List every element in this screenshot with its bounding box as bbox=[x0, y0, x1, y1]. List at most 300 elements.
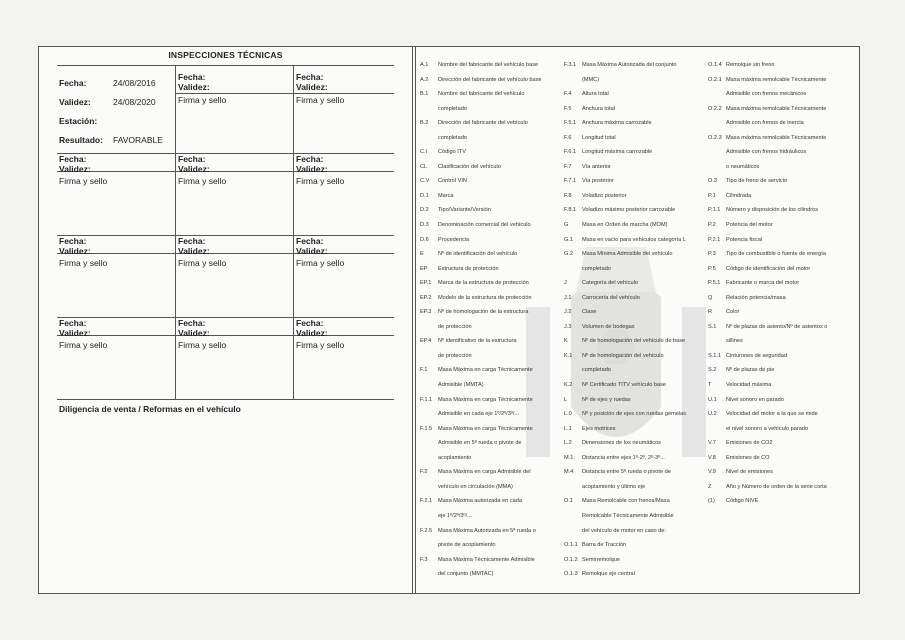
legend-code: Z bbox=[708, 483, 712, 490]
legend-row bbox=[420, 233, 542, 248]
legend-text: Vía posterior bbox=[582, 178, 614, 185]
legend-code: O.1.2 bbox=[564, 556, 578, 563]
legend-text: Nombre del fabricante del vehículo base bbox=[438, 62, 539, 68]
legend-text: Nivel sonoro en parado bbox=[726, 396, 784, 403]
resultado-label: Resultado: bbox=[59, 135, 103, 145]
legend-row bbox=[420, 87, 542, 102]
legend-row bbox=[564, 553, 686, 568]
firma-label: Firma y sello bbox=[59, 258, 108, 268]
legend-text: del vehículo de motor en caso de: bbox=[582, 527, 666, 534]
legend-text: Categoría del vehículo bbox=[582, 280, 638, 287]
legend-row bbox=[420, 160, 542, 175]
legend-code: F.2 bbox=[420, 469, 428, 476]
legend-text: Emisiones de CO bbox=[726, 454, 770, 461]
legend-code: O.2.3 bbox=[708, 134, 722, 141]
legend-text: Longitud total bbox=[582, 134, 616, 141]
legend-text: Remolque eje central bbox=[582, 571, 635, 578]
legend-row bbox=[420, 334, 542, 349]
legend-text: Masa máxima remolcable Técnicamente bbox=[726, 76, 827, 83]
legend-code: J bbox=[564, 280, 567, 287]
legend-row bbox=[420, 567, 542, 582]
legend-row bbox=[708, 480, 827, 495]
inspection-card bbox=[38, 46, 860, 594]
legend-row bbox=[708, 422, 827, 437]
legend-row bbox=[564, 102, 686, 117]
legend-code: F.1.5 bbox=[420, 425, 433, 432]
legend-text: Nº de plazas de pie bbox=[726, 367, 775, 374]
legend-code: V.9 bbox=[708, 469, 716, 476]
legend-text: Emisiones de CO2 bbox=[726, 440, 773, 447]
legend-row bbox=[564, 189, 686, 204]
legend-text: Altura total bbox=[582, 91, 609, 98]
legend-row bbox=[708, 116, 827, 131]
validez-label: Validez: bbox=[296, 328, 328, 338]
legend-code: M.4 bbox=[564, 469, 574, 476]
legend-row bbox=[420, 451, 542, 466]
legend-row bbox=[420, 349, 542, 364]
legend-row bbox=[708, 189, 827, 204]
legend-code: M.1 bbox=[564, 454, 574, 461]
legend-code: D.1 bbox=[420, 192, 429, 199]
legend-text: Masa Remolcable con frenos/Masa bbox=[582, 498, 670, 505]
legend-text: Nº de ejes y ruedas bbox=[582, 396, 631, 403]
legend-row bbox=[420, 73, 542, 88]
legend-row bbox=[708, 247, 827, 262]
legend-row bbox=[708, 262, 827, 277]
legend-row bbox=[708, 465, 827, 480]
legend-text: Masa en vacío para vehículos categoría L bbox=[582, 236, 686, 243]
fecha-label: Fecha: bbox=[296, 154, 324, 164]
fecha-label: Fecha: bbox=[59, 78, 87, 88]
legend-text: Carrocería del vehículo bbox=[582, 294, 640, 301]
validez-label: Validez: bbox=[296, 246, 328, 256]
fecha-value: 24/08/2016 bbox=[113, 78, 156, 88]
legend-text: Anchura máxima carrozable bbox=[582, 120, 652, 127]
legend-text: Masa Máxima Autorizada del conjunto bbox=[582, 62, 677, 68]
legend-text: Potencia del motor bbox=[726, 222, 773, 229]
legend-row bbox=[708, 102, 827, 117]
legend-row bbox=[708, 87, 827, 102]
fecha-label: Fecha: bbox=[59, 154, 87, 164]
validez-label: Validez: bbox=[59, 246, 91, 256]
legend-row bbox=[564, 160, 686, 175]
fecha-label: Fecha: bbox=[296, 318, 324, 328]
legend-code: O.1.3 bbox=[564, 571, 578, 578]
fecha-label: Fecha: bbox=[178, 318, 206, 328]
legend-row bbox=[564, 480, 686, 495]
legend-code: B.2 bbox=[420, 120, 429, 127]
legend-code: C.V bbox=[420, 178, 430, 185]
legend-text: Masa máxima remolcable Técnicamente bbox=[726, 105, 827, 112]
legend-code: EP.2 bbox=[420, 294, 432, 301]
legend-code: F.7 bbox=[564, 163, 572, 170]
validez-label: Validez: bbox=[178, 246, 210, 256]
validez-label: Validez: bbox=[59, 164, 91, 174]
legend-text: Masa Máxima en carga Admisible del bbox=[438, 469, 531, 476]
legend-text: Año y Número de orden de la serie corta bbox=[726, 483, 827, 490]
legend-row bbox=[564, 524, 686, 539]
legend-row bbox=[564, 494, 686, 509]
legend-row bbox=[564, 145, 686, 160]
field-legend bbox=[415, 47, 860, 593]
legend-code: P.1.1 bbox=[708, 207, 721, 214]
legend-text: Potencia fiscal bbox=[726, 236, 763, 243]
legend-text: Velocidad máxima bbox=[726, 382, 772, 389]
legend-text: Procedencia bbox=[438, 236, 470, 243]
legend-row bbox=[564, 363, 686, 378]
legend-row bbox=[420, 291, 542, 306]
legend-row bbox=[708, 393, 827, 408]
legend-code: V.8 bbox=[708, 454, 716, 461]
legend-text: Nº Certificado TITV vehículo base bbox=[582, 382, 667, 389]
legend-row bbox=[564, 305, 686, 320]
legend-text: completado bbox=[438, 105, 467, 112]
legend-row bbox=[420, 262, 542, 277]
legend-column-2 bbox=[564, 58, 686, 582]
legend-text: completado bbox=[438, 134, 467, 141]
legend-code: EP bbox=[420, 265, 428, 272]
panel-title: INSPECCIONES TÉCNICAS bbox=[168, 50, 283, 60]
legend-text: Tipo de combustible o fuente de energía bbox=[726, 251, 826, 258]
legend-code: F.8 bbox=[564, 192, 572, 199]
legend-text: Nº de homologación del vehículo bbox=[582, 352, 664, 359]
legend-text: Admisible en cada eje 1º/2º/3º/... bbox=[438, 411, 520, 418]
legend-text: Código de identificación del motor bbox=[726, 265, 811, 272]
legend-text: eje 1º/2º/3º/... bbox=[438, 512, 472, 519]
legend-row bbox=[708, 334, 827, 349]
legend-text: Nombre del fabricante del vehículo bbox=[438, 91, 525, 98]
legend-text: Nº de identificación del vehículo bbox=[438, 251, 518, 258]
legend-row bbox=[708, 407, 827, 422]
legend-text: Masa Máxima en carga Técnicamente bbox=[438, 425, 533, 432]
legend-row bbox=[708, 73, 827, 88]
validez-label: Validez: bbox=[178, 328, 210, 338]
legend-text: Semirremolque bbox=[582, 556, 620, 563]
legend-code: P.5.1 bbox=[708, 280, 721, 287]
legend-code: EP.4 bbox=[420, 338, 432, 345]
legend-text: Color bbox=[726, 309, 740, 316]
legend-text: Tipo/Variante/Versión bbox=[438, 207, 491, 214]
legend-row bbox=[564, 116, 686, 131]
legend-column-1 bbox=[420, 58, 542, 582]
legend-row bbox=[708, 145, 827, 160]
validez-label: Validez: bbox=[59, 328, 91, 338]
legend-row bbox=[708, 436, 827, 451]
legend-row bbox=[564, 407, 686, 422]
fecha-label: Fecha: bbox=[296, 236, 324, 246]
legend-row bbox=[708, 203, 827, 218]
legend-row bbox=[708, 451, 827, 466]
legend-text: Dimensiones de los neumáticos bbox=[582, 440, 661, 447]
legend-code: J.3 bbox=[564, 323, 572, 330]
legend-code: A.1 bbox=[420, 62, 429, 68]
firma-label: Firma y sello bbox=[59, 340, 108, 350]
legend-row bbox=[708, 320, 827, 335]
firma-label: Firma y sello bbox=[296, 176, 345, 186]
legend-text: Estructura de protección bbox=[438, 265, 499, 272]
legend-code: L.2 bbox=[564, 440, 572, 447]
legend-row bbox=[564, 73, 686, 88]
legend-code: F.4 bbox=[564, 91, 572, 98]
grid-line bbox=[293, 65, 294, 399]
legend-code: CL bbox=[420, 163, 428, 170]
legend-code: F.2.1 bbox=[420, 498, 433, 505]
legend-row bbox=[708, 276, 827, 291]
legend-code: U.2 bbox=[708, 411, 717, 418]
legend-row bbox=[708, 291, 827, 306]
grid-line bbox=[175, 93, 394, 94]
firma-label: Firma y sello bbox=[178, 258, 227, 268]
legend-row bbox=[420, 102, 542, 117]
legend-text: Marca bbox=[438, 192, 454, 199]
legend-text: Ejes motrices bbox=[582, 425, 616, 432]
legend-code: F.6.1 bbox=[564, 149, 577, 156]
legend-row bbox=[564, 247, 686, 262]
firma-label: Firma y sello bbox=[178, 340, 227, 350]
legend-text: Longitud máxima carrozable bbox=[582, 149, 653, 156]
legend-text: Clase bbox=[582, 309, 597, 316]
legend-text: Cilindrada bbox=[726, 192, 752, 199]
fecha-label: Fecha: bbox=[178, 72, 206, 82]
fecha-label: Fecha: bbox=[178, 236, 206, 246]
legend-row bbox=[708, 349, 827, 364]
legend-text: Dirección del fabricante del vehículo base bbox=[438, 76, 542, 83]
legend-text: Masa Máxima en carga Técnicamente bbox=[438, 367, 533, 374]
legend-row bbox=[564, 320, 686, 335]
grid-line bbox=[57, 253, 394, 254]
legend-code: D.3 bbox=[420, 222, 429, 229]
legend-code: F.7.1 bbox=[564, 178, 577, 185]
legend-code: F.1.1 bbox=[420, 396, 433, 403]
validez-label: Validez: bbox=[296, 82, 328, 92]
legend-row bbox=[420, 247, 542, 262]
legend-code: O.1 bbox=[564, 498, 574, 505]
firma-label: Firma y sello bbox=[178, 95, 227, 105]
legend-row bbox=[564, 291, 686, 306]
legend-row bbox=[420, 116, 542, 131]
legend-row bbox=[564, 422, 686, 437]
legend-row bbox=[420, 465, 542, 480]
legend-code: F.2.5 bbox=[420, 527, 433, 534]
legend-row bbox=[420, 58, 542, 73]
legend-row bbox=[420, 553, 542, 568]
fecha-label: Fecha: bbox=[296, 72, 324, 82]
legend-row bbox=[564, 233, 686, 248]
grid-line bbox=[57, 235, 394, 236]
legend-row bbox=[564, 174, 686, 189]
legend-code: D.6 bbox=[420, 236, 429, 243]
legend-text: Masa Máxima Técnicamente Admisible bbox=[438, 556, 535, 563]
legend-code: F.5 bbox=[564, 105, 572, 112]
legend-text: Código NIVE bbox=[726, 498, 759, 505]
legend-code: EP.3 bbox=[420, 309, 432, 316]
legend-text: de protección bbox=[438, 323, 472, 330]
legend-row bbox=[420, 509, 542, 524]
legend-text: (MMC) bbox=[582, 76, 600, 83]
legend-code: G bbox=[564, 222, 569, 229]
legend-text: Admisible con frenos de inercia bbox=[726, 120, 804, 127]
legend-row bbox=[708, 131, 827, 146]
legend-row bbox=[564, 393, 686, 408]
legend-code: C.I bbox=[420, 149, 428, 156]
legend-text: Nº de plazas de asiento/Nº de asientos o bbox=[726, 323, 828, 330]
legend-code: R bbox=[708, 309, 713, 316]
legend-text: Admisible en 5ª rueda o pivote de bbox=[438, 440, 522, 447]
legend-text: Velocidad del motor a la que se mide bbox=[726, 411, 818, 418]
legend-text: o neumáticos bbox=[726, 163, 760, 170]
legend-text: Masa Máxima autorizada en cada bbox=[438, 498, 522, 505]
legend-column-3 bbox=[708, 58, 827, 509]
legend-row bbox=[708, 174, 827, 189]
legend-code: P.2 bbox=[708, 222, 716, 229]
legend-row bbox=[420, 145, 542, 160]
fecha-label: Fecha: bbox=[59, 318, 87, 328]
legend-code: P.5 bbox=[708, 265, 716, 272]
legend-code: J.2 bbox=[564, 309, 572, 316]
legend-row bbox=[564, 276, 686, 291]
legend-text: el nivel sonoro a vehículo parado bbox=[726, 425, 809, 432]
legend-text: Número y disposición de los cilindros bbox=[726, 207, 819, 214]
inspection-panel bbox=[39, 47, 413, 593]
legend-row bbox=[420, 407, 542, 422]
legend-text: Marca de la estructura de protección bbox=[438, 280, 529, 287]
legend-code: O.2.1 bbox=[708, 76, 722, 83]
grid-line bbox=[57, 171, 394, 172]
legend-code: U.1 bbox=[708, 396, 717, 403]
legend-code: L.0 bbox=[564, 411, 572, 418]
legend-code: F.6 bbox=[564, 134, 572, 141]
legend-code: F.5.1 bbox=[564, 120, 577, 127]
firma-label: Firma y sello bbox=[296, 95, 345, 105]
legend-row bbox=[564, 262, 686, 277]
legend-row bbox=[564, 538, 686, 553]
legend-text: Nº de homologación del vehículo de base bbox=[582, 338, 686, 345]
legend-row bbox=[564, 58, 686, 73]
fecha-label: Fecha: bbox=[178, 154, 206, 164]
resultado-value: FAVORABLE bbox=[113, 135, 163, 145]
legend-row bbox=[420, 393, 542, 408]
legend-text: Anchura total bbox=[582, 105, 615, 112]
legend-text: Remolcable Técnicamente Admisible bbox=[582, 512, 674, 519]
legend-text: Control VIN bbox=[438, 178, 467, 185]
grid-line bbox=[175, 65, 176, 399]
legend-row bbox=[420, 320, 542, 335]
legend-row bbox=[564, 465, 686, 480]
legend-row bbox=[564, 203, 686, 218]
legend-text: vehículo en circulación (MMA) bbox=[438, 483, 513, 490]
legend-code: S.1.1 bbox=[708, 352, 722, 359]
legend-code: O.3 bbox=[708, 178, 718, 185]
legend-text: Clasificación del vehículo bbox=[438, 163, 501, 170]
legend-row bbox=[420, 378, 542, 393]
legend-text: del conjunto (MMTAC) bbox=[438, 571, 494, 578]
legend-row bbox=[564, 87, 686, 102]
legend-code: O.2.2 bbox=[708, 105, 722, 112]
legend-code: S.1 bbox=[708, 323, 717, 330]
legend-code: L bbox=[564, 396, 568, 403]
legend-row bbox=[420, 524, 542, 539]
legend-code: EP.1 bbox=[420, 280, 432, 287]
legend-code: F.3.1 bbox=[564, 62, 577, 68]
grid-line bbox=[57, 65, 394, 66]
legend-text: completado bbox=[582, 265, 611, 272]
legend-row bbox=[420, 203, 542, 218]
firma-label: Firma y sello bbox=[59, 176, 108, 186]
legend-code: P.1 bbox=[708, 192, 716, 199]
legend-code: P.3 bbox=[708, 251, 716, 258]
grid-line bbox=[57, 399, 394, 400]
legend-code: K bbox=[564, 338, 568, 345]
legend-code: Q bbox=[708, 294, 713, 301]
legend-text: Distancia entre ejes 1º-2º, 2º-3º... bbox=[582, 454, 665, 461]
legend-text: Modelo de la estructura de protección bbox=[438, 294, 532, 301]
legend-text: Remolque sin freno bbox=[726, 62, 775, 68]
legend-row bbox=[420, 174, 542, 189]
legend-text: de protección bbox=[438, 352, 472, 359]
legend-text: Nº identificativo de la estructura bbox=[438, 338, 517, 345]
legend-row bbox=[420, 363, 542, 378]
legend-row bbox=[708, 58, 827, 73]
validez-label: Validez: bbox=[178, 82, 210, 92]
legend-code: O.1.1 bbox=[564, 542, 578, 549]
legend-code: E bbox=[420, 251, 424, 258]
validez-label: Validez: bbox=[178, 164, 210, 174]
legend-text: Tipo de freno de servicio bbox=[726, 178, 788, 185]
legend-code: P.2.1 bbox=[708, 236, 721, 243]
legend-row bbox=[708, 218, 827, 233]
legend-row bbox=[708, 363, 827, 378]
legend-row bbox=[420, 538, 542, 553]
legend-text: pivote de acoplamiento bbox=[438, 542, 496, 549]
legend-text: completado bbox=[582, 367, 611, 374]
legend-row bbox=[420, 305, 542, 320]
legend-text: Voladizo máximo posterior carrozable bbox=[582, 207, 676, 214]
legend-row bbox=[420, 494, 542, 509]
legend-code: S.2 bbox=[708, 367, 717, 374]
legend-text: Admisible (MMTA) bbox=[438, 382, 484, 389]
legend-text: acoplamiento y último eje bbox=[582, 483, 646, 490]
legend-text: Masa Mínima Admisible del vehículo bbox=[582, 251, 673, 258]
legend-code: F.1 bbox=[420, 367, 428, 374]
legend-row bbox=[564, 334, 686, 349]
legend-code: K.1 bbox=[564, 352, 573, 359]
legend-text: Vía anterior bbox=[582, 163, 611, 170]
legend-row bbox=[708, 494, 827, 509]
legend-text: Nº y posición de ejes con ruedas gemelas bbox=[582, 411, 687, 418]
legend-text: Fabricante o marca del motor bbox=[726, 280, 800, 287]
estacion-label: Estación: bbox=[59, 116, 98, 126]
legend-text: Admisible con frenos mecánicos bbox=[726, 91, 807, 98]
grid-line bbox=[57, 317, 394, 318]
legend-text: Relación potencia/masa bbox=[726, 294, 786, 301]
legend-row bbox=[708, 160, 827, 175]
legend-code: F.3 bbox=[420, 556, 428, 563]
legend-row bbox=[564, 436, 686, 451]
legend-row bbox=[564, 567, 686, 582]
legend-code: V.7 bbox=[708, 440, 716, 447]
legend-row bbox=[564, 218, 686, 233]
legend-code: A.2 bbox=[420, 76, 429, 83]
validez-label: Validez: bbox=[59, 97, 91, 107]
legend-row bbox=[564, 451, 686, 466]
firma-label: Firma y sello bbox=[296, 258, 345, 268]
legend-code: F.8.1 bbox=[564, 207, 577, 214]
legend-row bbox=[420, 131, 542, 146]
legend-text: Cinturones de seguridad bbox=[726, 352, 787, 359]
legend-code: O.1.4 bbox=[708, 62, 722, 68]
legend-code: (1) bbox=[708, 498, 715, 505]
legend-code: B.1 bbox=[420, 91, 429, 98]
